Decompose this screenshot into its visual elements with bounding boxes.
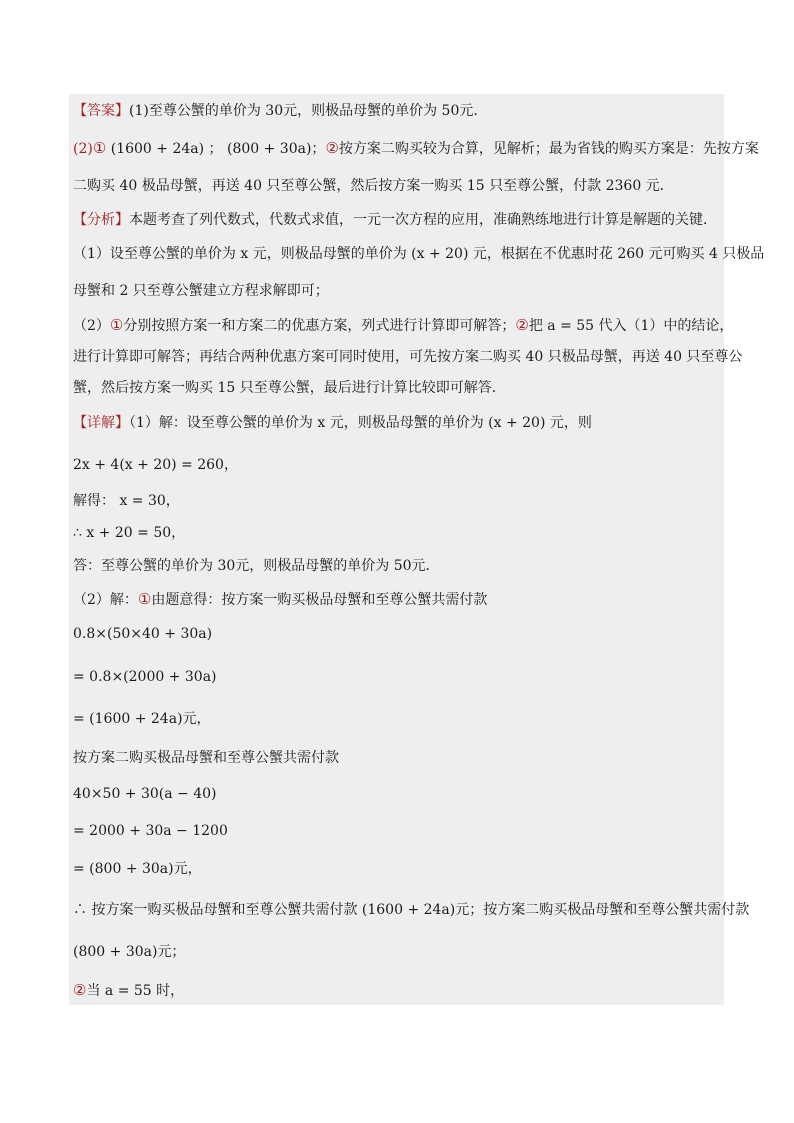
- text-line-18: [73, 709, 211, 729]
- text-line-21: [73, 821, 228, 841]
- line-text: （2）解：: [73, 592, 138, 608]
- line-text: （1）设至尊公蟹的单价为 x 元，则极品母蟹的单价为 (x + 20) 元，根据在不优惠时花 260 元可购买 4 只极品: [73, 246, 765, 262]
- text-line-19: [73, 748, 339, 768]
- text-line-24: [73, 942, 185, 962]
- circled-number: ②: [325, 139, 339, 157]
- line-text: 本题考查了列代数式，代数式求值，一元一次方程的应用，准确熟练地进行计算是解题的关键．: [129, 212, 717, 228]
- line-text: 由题意得：按方案一购买极品母蟹和至尊公蟹共需付款: [151, 592, 488, 608]
- text-line-8: [73, 347, 742, 367]
- text-line-6: [73, 281, 329, 301]
- line-text: 二购买 40 极品母蟹，再送 40 只至尊公蟹，然后按方案一购买 15 只至尊公蟹，付款 2360 元．: [73, 178, 674, 194]
- text-line-17: [73, 667, 217, 687]
- line-text: = 2000 + 30a − 1200: [73, 823, 228, 839]
- line-text: （1）解：设至尊公蟹的单价为 x 元，则极品母蟹的单价为 (x + 20) 元，则: [129, 415, 592, 431]
- line-text: 按方案二购买极品母蟹和至尊公蟹共需付款: [73, 750, 339, 766]
- text-line-15: [73, 589, 487, 610]
- line-text: = (1600 + 24a)元，: [73, 711, 211, 727]
- line-text: 40×50 + 30(a − 40): [73, 786, 217, 802]
- text-line-7: [73, 315, 733, 336]
- circled-number: ②: [73, 981, 87, 999]
- circled-number: ②: [515, 316, 529, 334]
- line-text: (800 + 30a)元；: [73, 944, 186, 960]
- line-text: 0.8×(50×40 + 30a): [73, 626, 213, 642]
- circled-number: ①: [92, 139, 107, 157]
- text-line-12: [73, 491, 180, 511]
- text-line-5: [73, 244, 764, 264]
- line-text: 蟹，然后按方案一购买 15 只至尊公蟹，最后进行计算比较即可解答．: [73, 380, 506, 396]
- line-text: ∴ 按方案一购买极品母蟹和至尊公蟹共需付款 (1600 + 24a)元；按方案二购买极品母蟹和至尊公蟹共需付款: [73, 902, 750, 918]
- line-text: （2）: [73, 318, 110, 334]
- text-line-11: [73, 455, 238, 475]
- text-line-22: [73, 859, 202, 879]
- line-text: 把 a = 55 代入（1）中的结论，: [528, 318, 734, 334]
- line-text: = 0.8×(2000 + 30a): [73, 669, 217, 685]
- text-line-10: [73, 413, 592, 433]
- text-line-3: [73, 176, 674, 196]
- line-text: = (800 + 30a)元，: [73, 861, 202, 877]
- line-text: (1600 + 24a) ； (800 + 30a)；: [106, 141, 326, 157]
- line-text: 分别按照方案一和方案二的优惠方案，列式进行计算即可解答；: [123, 318, 516, 334]
- circled-number: ①: [109, 316, 124, 334]
- section-label: (2): [73, 141, 93, 157]
- line-text: 进行计算即可解答；再结合两种优惠方案可同时使用，可先按方案二购买 40 只极品母蟹，再送 40 只至尊公: [73, 349, 743, 365]
- line-text: 答：至尊公蟹的单价为 30元，则极品母蟹的单价为 50元．: [73, 558, 440, 574]
- text-line-25: [73, 980, 184, 1001]
- text-line-16: [73, 624, 212, 644]
- section-label: 【分析】: [73, 212, 129, 228]
- text-line-2: [73, 138, 759, 159]
- text-line-4: [73, 210, 717, 230]
- text-line-1: [73, 101, 478, 121]
- line-text: 解得： x = 30，: [73, 493, 180, 509]
- text-line-23: [73, 900, 749, 920]
- text-line-9: [73, 378, 506, 398]
- line-text: (1)至尊公蟹的单价为 30元，则极品母蟹的单价为 50元.: [129, 103, 478, 119]
- text-line-20: [73, 784, 217, 804]
- section-label: 【详解】: [73, 415, 129, 431]
- text-line-13: [73, 523, 185, 543]
- line-text: 母蟹和 2 只至尊公蟹建立方程求解即可；: [73, 283, 329, 299]
- line-text: 当 a = 55 时，: [86, 983, 185, 999]
- section-label: 【答案】: [73, 103, 129, 119]
- circled-number: ①: [137, 590, 152, 608]
- line-text: ∴ x + 20 = 50，: [73, 525, 186, 541]
- text-line-14: [73, 556, 440, 576]
- line-text: 按方案二购买较为合算，见解析；最为省钱的购买方案是：先按方案: [338, 141, 759, 157]
- line-text: 2x + 4(x + 20) = 260，: [73, 457, 238, 473]
